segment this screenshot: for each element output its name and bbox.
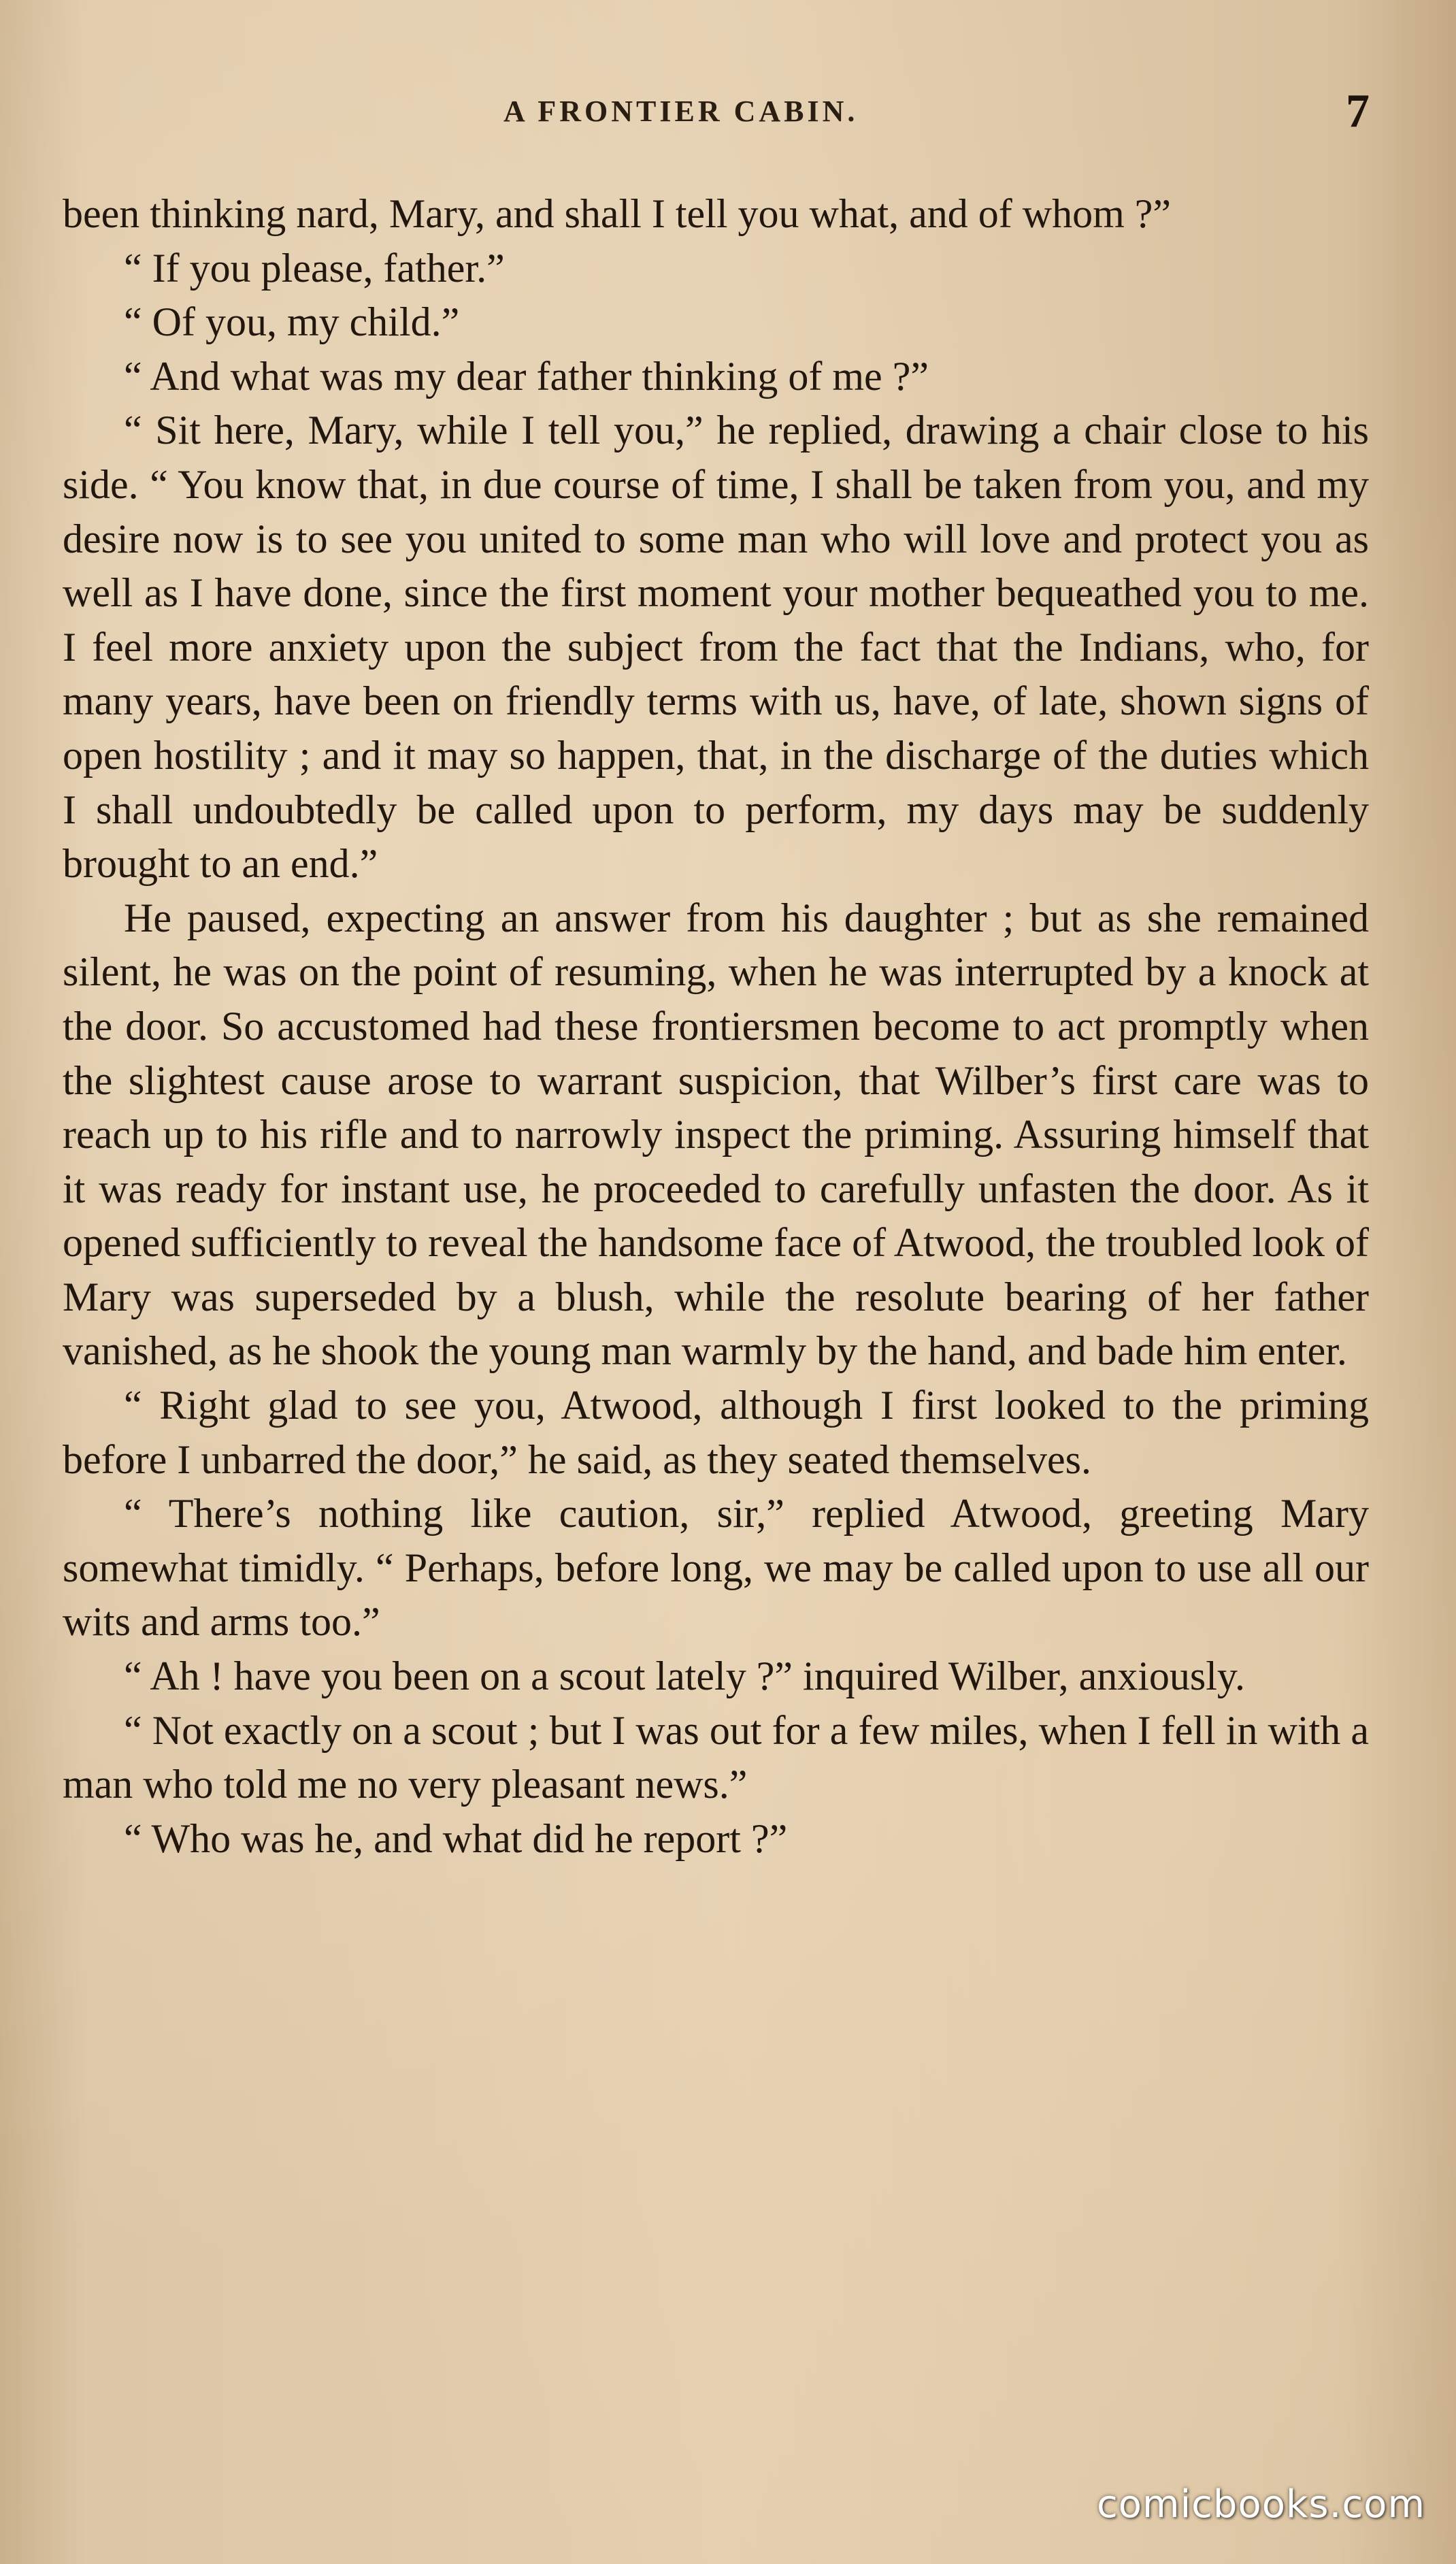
page-header bbox=[0, 85, 1456, 143]
paragraph: “ Not exactly on a scout ; but I was out for a few miles, when I fell in with a man who told me no very pleasant news.” bbox=[63, 1707, 1369, 1807]
paragraph: “ Ah ! have you been on a scout lately ?” inquired Wilber, anxiously. bbox=[124, 1654, 1246, 1699]
paragraph: “ Right glad to see you, Atwood, although I first looked to the priming before I unbarred the door,” he said, as they seated themselves. bbox=[63, 1383, 1369, 1482]
paragraph: “ Of you, my child.” bbox=[124, 299, 460, 345]
watermark: comicbooks.com bbox=[1096, 2482, 1425, 2527]
paragraph: been thinking nard, Mary, and shall I tell you what, and of whom ?” bbox=[63, 191, 1172, 236]
running-head: A FRONTIER CABIN. bbox=[503, 95, 859, 128]
paragraph: “ Who was he, and what did he report ?” bbox=[124, 1815, 788, 1861]
paragraph: “ And what was my dear father thinking of me ?” bbox=[124, 353, 929, 399]
paragraph: “ Sit here, Mary, while I tell you,” he replied, drawing a chair close to his side. “ You know that, in due course of time, I shall be taken from you, and my desire now is to see you united to some man who will love and protect you as well as I have done, since the first moment your mother bequeathed you to me. I feel more anxiety upon the subject from the fact that the Indians, who, for many years, have been on friendly terms with us, have, of late, shown signs of open hostility ; and it may so happen, that, in the discharge of the duties which I shall undoubtedly be called upon to perform, my days may be suddenly brought to an end.” bbox=[63, 408, 1369, 887]
page-number: 7 bbox=[1346, 85, 1370, 137]
body-text bbox=[63, 187, 1369, 1866]
paragraph: He paused, expecting an answer from his daughter ; but as she remained silent, he was on the point of resuming, when he was interrupted by a knock at the door. So accustomed had these frontiersmen become to act promptly when the slightest cause arose to warrant suspicion, that Wilber’s first care was to reach up to his rifle and to narrowly inspect the priming. Assuring himself that it was ready for instant use, he proceeded to carefully unfasten the door. As it opened sufficiently to reveal the handsome face of Atwood, the troubled look of Mary was superseded by a blush, while the resolute bearing of her father vanished, as he shook the young man warmly by the hand, and bade him enter. bbox=[63, 895, 1369, 1374]
paragraph: “ If you please, father.” bbox=[124, 245, 505, 291]
paragraph: “ There’s nothing like caution, sir,” replied Atwood, greeting Mary somewhat timidly. “ Perhaps, before long, we may be called upon to use all our wits and arms too.” bbox=[63, 1491, 1369, 1645]
